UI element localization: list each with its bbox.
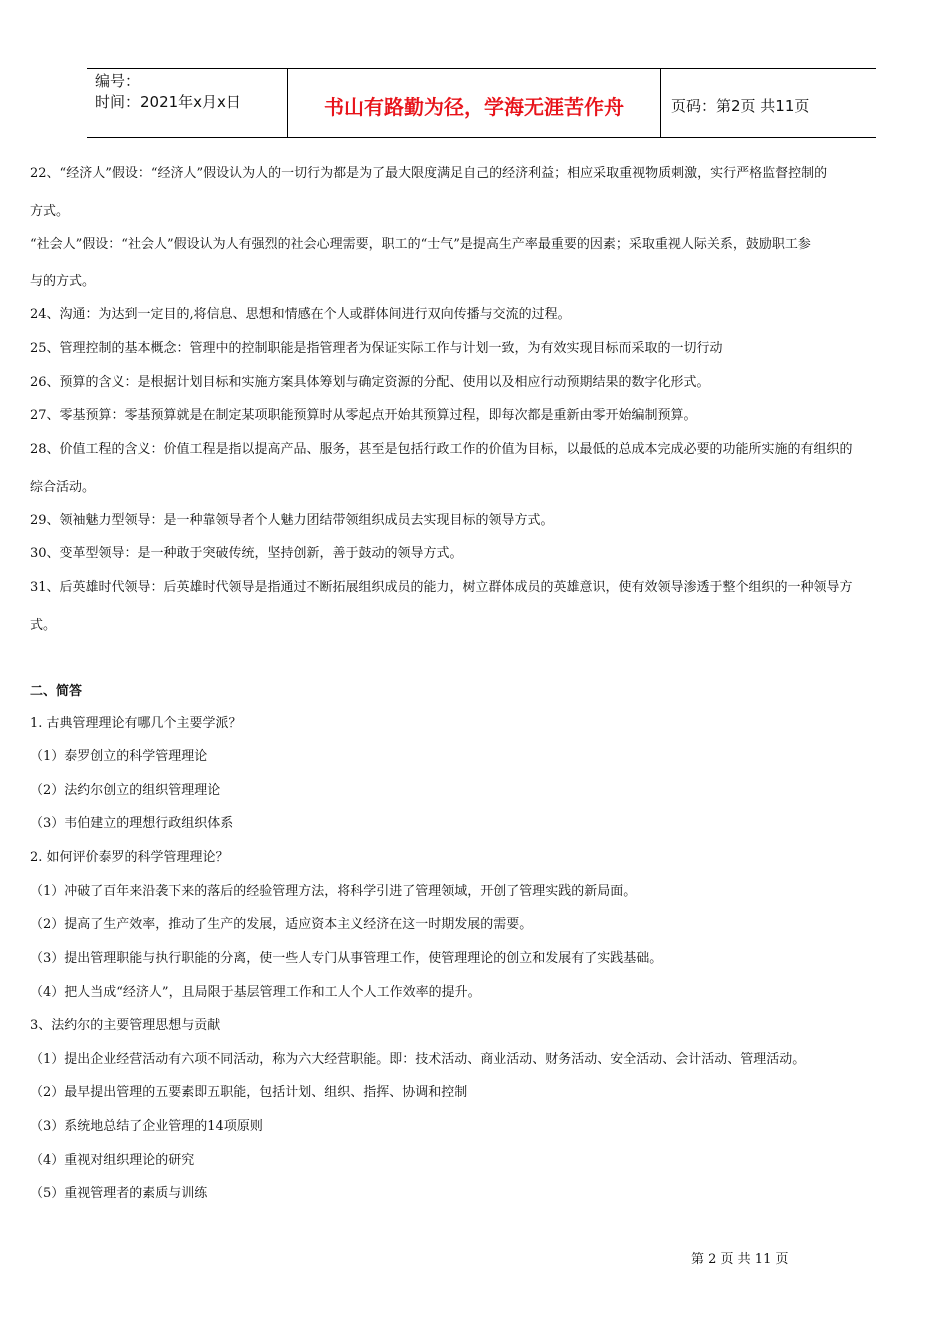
paragraph-social-man: “社会人”假设：“社会人”假设认为人有强烈的社会心理需要，职工的“士气”是提高生产率最重要的因素；采取重视人际关系，鼓励职工参 [30,237,811,252]
paragraph-31-cont: 式。 [30,618,57,633]
header-page-cell [661,69,876,137]
page-footer: 第 2 页 共 11 页 [691,1252,789,1267]
answer-3-4: （4）重视对组织理论的研究 [30,1153,195,1168]
paragraph-25: 25、管理控制的基本概念：管理中的控制职能是指管理者为保证实际工作与计划一致，为有效实现目标而采取的一切行动 [30,341,723,356]
answer-2-3: （3）提出管理职能与执行职能的分离，使一些人专门从事管理工作，使管理理论的创立和发展有了实践基础。 [30,951,663,966]
motto-text: 书山有路勤为径，学海无涯苦作舟 [324,94,624,119]
question-1: 1. 古典管理理论有哪几个主要学派？ [30,716,242,731]
answer-2-2: （2）提高了生产效率，推动了生产的发展，适应资本主义经济在这一时期发展的需要。 [30,917,533,932]
paragraph-social-man-cont: 与的方式。 [30,274,96,289]
paragraph-28-cont: 综合活动。 [30,480,96,495]
paragraph-30: 30、变革型领导：是一种敢于突破传统，坚持创新，善于鼓动的领导方式。 [30,546,463,561]
answer-3-5: （5）重视管理者的素质与训练 [30,1186,208,1201]
header-meta-cell [87,69,287,137]
paragraph-22-cont: 方式。 [30,204,70,219]
answer-3-3: （3）系统地总结了企业管理的14项原则 [30,1119,263,1134]
question-2: 2. 如何评价泰罗的科学管理理论？ [30,850,229,865]
section-heading-short-answer: 二、简答 [30,684,83,699]
page-info: 页码：第2页 共11页 [671,96,810,115]
paragraph-22: 22、“经济人”假设：“经济人”假设认为人的一切行为都是为了最大限度满足自己的经济利益；相应采取重视物质刺激，实行严格监督控制的 [30,166,828,181]
document-header [87,68,876,138]
paragraph-26: 26、预算的含义：是根据计划目标和实施方案具体筹划与确定资源的分配、使用以及相应行动预期结果的数字化形式。 [30,375,710,390]
header-motto-cell [287,69,661,137]
answer-1-3: （3）韦伯建立的理想行政组织体系 [30,816,234,831]
time-label: 时间：2021年x月x日 [95,93,241,111]
answer-2-4: （4）把人当成“经济人”，且局限于基层管理工作和工人个人工作效率的提升。 [30,985,481,1000]
paragraph-28: 28、价值工程的含义：价值工程是指以提高产品、服务，甚至是包括行政工作的价值为目标，以最低的总成本完成必要的功能所实施的有组织的 [30,442,853,457]
question-3: 3、法约尔的主要管理思想与贡献 [30,1018,221,1033]
answer-2-1: （1）冲破了百年来沿袭下来的落后的经验管理方法，将科学引进了管理领域，开创了管理实践的新局面。 [30,884,637,899]
answer-3-1: （1）提出企业经营活动有六项不同活动，称为六大经营职能。即：技术活动、商业活动、财务活动、安全活动、会计活动、管理活动。 [30,1052,806,1067]
paragraph-27: 27、零基预算：零基预算就是在制定某项职能预算时从零起点开始其预算过程，即每次都是重新由零开始编制预算。 [30,408,697,423]
answer-3-2: （2）最早提出管理的五要素即五职能，包括计划、组织、指挥、协调和控制 [30,1085,468,1100]
answer-1-1: （1）泰罗创立的科学管理理论 [30,749,208,764]
paragraph-29: 29、领袖魅力型领导：是一种靠领导者个人魅力团结带领组织成员去实现目标的领导方式。 [30,513,554,528]
answer-1-2: （2）法约尔创立的组织管理理论 [30,783,221,798]
paragraph-24: 24、沟通：为达到一定目的,将信息、思想和情感在个人或群体间进行双向传播与交流的过程。 [30,307,571,322]
number-label: 编号： [95,72,141,90]
paragraph-31: 31、后英雄时代领导：后英雄时代领导是指通过不断拓展组织成员的能力，树立群体成员的英雄意识，使有效领导渗透于整个组织的一种领导方 [30,580,853,595]
